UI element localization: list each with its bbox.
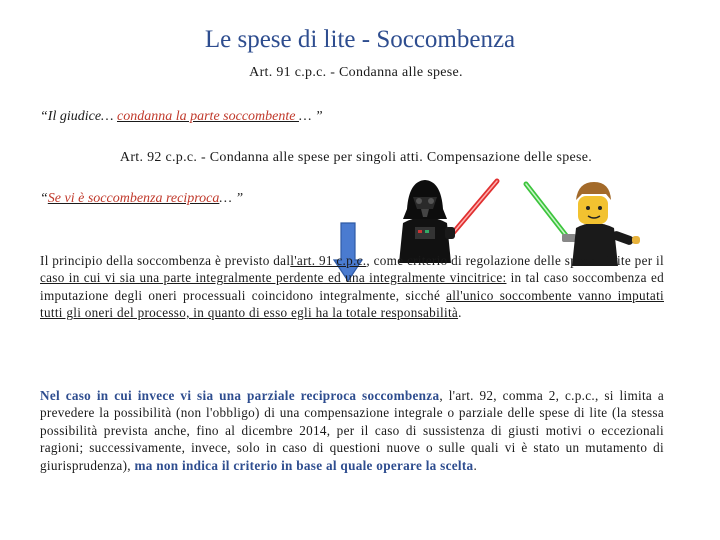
page-title: Le spese di lite - Soccombenza (204, 26, 516, 53)
text-segment: , l'art. 92, comma 2, c.p.c., si limita a prevedere la possibilità (non l'obbligo) di una compensazione integrale o parziale delle spese di lite (la stessa possibilità prevista anche, fino al dicembre 2014, per il caso di sussistenza di giusti motivi o eccezionali ragioni; successivamente, invece, solo in caso di questioni nuove o sulle quali vi è stato un mutamento di giurisprudenza), (40, 388, 664, 473)
quote-underlined: Se vi è soccombenza reciproca (47, 191, 220, 206)
quote-close: … ” (219, 191, 244, 206)
quote-underlined: condanna la parte soccombente (117, 109, 299, 124)
article-91-heading: Art. 91 c.p.c. - Condanna alle spese. (249, 65, 463, 80)
article-92-quote (40, 191, 243, 207)
paragraph-reciproca (40, 387, 664, 474)
text-segment: , come criterio di regolazione delle spese di lite per il (366, 253, 664, 268)
text-segment: . (458, 305, 462, 321)
paragraph-soccombenza (40, 252, 664, 322)
text-segment: Il principio della soccombenza è previsto dal (40, 253, 291, 268)
text-segment: in tal caso soccombenza ed imputazione degli oneri processuali coincidono integralmente, sicché (40, 270, 664, 303)
bold-segment: ma non indica il criterio in base al quale operare la scelta (134, 457, 474, 473)
bold-segment: Nel caso in cui invece vi sia una parziale reciproca soccombenza (40, 388, 440, 403)
underlined-segment: caso in cui vi sia una parte integralmente perdente ed una integralmente vincitrice: (40, 270, 507, 286)
quote-open: “ (40, 191, 48, 206)
underlined-segment: l'art. 91 c.p.c. (290, 253, 367, 268)
article-92-heading: Art. 92 c.p.c. - Condanna alle spese per singoli atti. Compensazione delle spese. (119, 150, 593, 165)
quote-open: “Il giudice… (40, 109, 117, 124)
text-segment: . (473, 457, 478, 473)
quote-close: … ” (298, 109, 323, 124)
underlined-segment: all'unico soccombente vanno imputati tutti gli oneri del processo, in quanto di esso egli ha la totale responsabilità (40, 287, 664, 321)
article-91-quote (40, 109, 323, 125)
